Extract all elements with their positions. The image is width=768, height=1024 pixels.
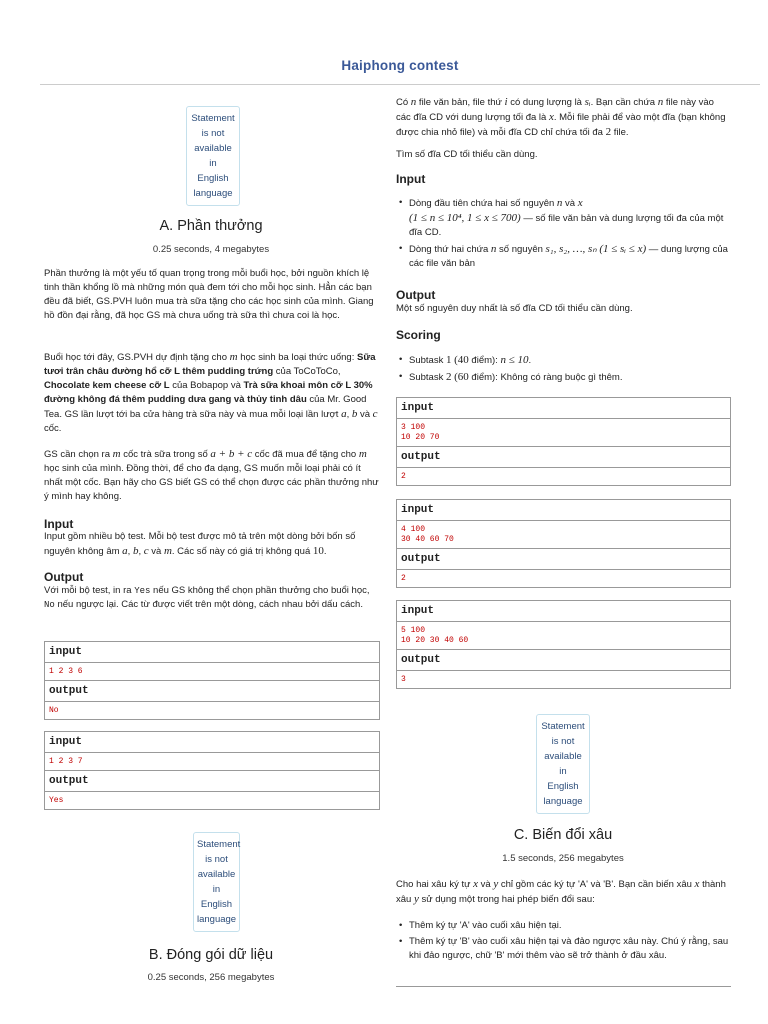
sample-test-a-2 (44, 731, 380, 810)
var-m: m (112, 448, 121, 460)
text: Cho hai xâu ký tự (396, 879, 474, 890)
problem-a-input-text: Input gồm nhiều bộ test. Mỗi bộ test được mô tả trên một dòng bởi bốn số nguyên không âm a, b, c và m. Các số này có giá trị không quá 10. (44, 531, 356, 557)
sample-input-label: input (397, 500, 730, 521)
statement-unavailable-notice-c (536, 714, 590, 814)
notice-line: available (544, 751, 582, 762)
sample-input-value[interactable]: 4 100 30 40 60 70 (397, 521, 730, 549)
points: (60 (454, 371, 469, 383)
text: Dòng thứ hai chứa (409, 244, 491, 255)
notice-line: available (194, 143, 232, 154)
problem-a-input-heading: Input (44, 517, 74, 531)
drink-1: Sữa tươi trân châu đường hổ cỡ L thêm pudding trứng (44, 352, 376, 377)
points: (40 (454, 354, 469, 366)
page-header (40, 56, 760, 76)
var-n: n (556, 197, 563, 209)
sample-output-label: output (45, 771, 379, 792)
text: file văn bản, file thứ (416, 97, 505, 108)
sample-output-label: output (397, 549, 730, 570)
var-si: sᵢ (584, 96, 591, 108)
notice-line: Statement (191, 113, 235, 124)
text: ): (492, 355, 501, 366)
header-divider (40, 84, 760, 85)
limit-value: 10 (312, 545, 324, 557)
constraint: (1 ≤ sᵢ ≤ x) (599, 243, 647, 255)
sample-test-b-2 (396, 499, 731, 588)
notice-line: is not (205, 854, 228, 865)
var-b: b (132, 545, 139, 557)
text: và (478, 879, 494, 890)
text: cốc đã mua để tặng cho (252, 449, 359, 460)
text: . Các số này có giá trị không quá (171, 546, 313, 557)
yes-token: Yes (134, 586, 151, 596)
constraint: (1 ≤ n ≤ 10⁴, 1 ≤ x ≤ 700) (409, 212, 521, 224)
sample-input-value[interactable]: 3 100 10 20 70 (397, 419, 730, 447)
contest-title[interactable]: Haiphong contest (341, 58, 459, 73)
text: điểm (468, 372, 493, 383)
notice-line: language (197, 914, 237, 925)
text: của Mr. Good Tea. GS lần lượt tới ba cửa hàng trà sữa này và mua mỗi loại lần lượt (44, 394, 367, 420)
problem-a-title: A. Phần thưởng (159, 218, 263, 234)
var-y: y (413, 893, 419, 905)
text: có dung lượng là (507, 97, 585, 108)
var-m: m (358, 448, 367, 460)
problem-b-task: Tìm số đĩa CD tối thiểu cần dùng. (396, 149, 538, 160)
problem-c-title: C. Biến đổi xâu (513, 827, 613, 843)
notice-line: is not (551, 736, 575, 747)
var-c: c (143, 545, 149, 557)
text: chỉ gồm các ký tự 'A' và 'B'. Bạn cần biến xâu (498, 879, 695, 890)
problem-a-output-heading: Output (44, 570, 84, 584)
text: Có (396, 97, 411, 108)
text: Buổi học tới đây, GS.PVH dự định tặng cho (44, 352, 230, 363)
notice-line: in (212, 884, 221, 895)
max-files: 2 (605, 126, 612, 138)
text: cốc. (44, 423, 62, 434)
sum-expression: a + b + c (210, 448, 253, 460)
text: Subtask (409, 355, 446, 366)
subtask-2 (396, 370, 731, 385)
drink-3: Trà sữa khoai môn cỡ L 30% đường không đá thêm pudding dưa gang và thủy tinh dâu (44, 380, 373, 405)
sample-output-label: output (45, 681, 379, 702)
input-line-1 (396, 196, 731, 240)
notice-line: available (197, 869, 236, 880)
text: của Bobapop và (169, 380, 244, 391)
var-a: a (341, 408, 347, 420)
text: ): Không có ràng buộc gì thêm. (492, 372, 623, 383)
problem-a-intro: Phần thưởng là một yếu tố quan trọng trong mỗi buổi học, bởi nguồn khích lệ tinh thần khổng lồ mà những món quà đem tới cho mỗi học sinh. Hẳn các bạn đều đã biết, GS.PVH luôn mua trà sữa tặng cho các học sinh của mình. Giang hồ đồn đại rằng, đã học GS mà chưa uống trà sữa thì chưa coi là học. (44, 268, 374, 321)
problem-b-scoring-list (396, 353, 731, 387)
statement-unavailable-notice-a (186, 106, 240, 206)
var-x: x (577, 197, 583, 209)
drink-2: Chocolate kem cheese cỡ L (44, 380, 170, 391)
operation-2: • Thêm ký tự 'B' vào cuối xâu hiện tại và đảo ngược xâu này. Chú ý rằng, sau khi đảo ngược, chữ 'B' mới thêm vào sẽ trở thành ở đầu xâu. (396, 935, 731, 963)
text: . Bạn cần chứa (590, 97, 658, 108)
no-token: No (44, 600, 55, 610)
condition: n ≤ 10 (500, 354, 529, 366)
problem-a-paragraph-3 (44, 447, 380, 504)
notice-line: language (193, 188, 233, 199)
problem-c-operations-list (396, 919, 731, 965)
text: file. (611, 127, 629, 138)
text: Subtask (409, 372, 446, 383)
notice-line: in (559, 766, 567, 777)
bottom-divider (396, 986, 731, 987)
notice-line: English (547, 781, 579, 792)
var-a: a (122, 545, 128, 557)
notice-line: Statement (197, 839, 241, 850)
var-x: x (548, 111, 554, 123)
sample-test-a-1 (44, 641, 380, 720)
sample-output-value[interactable]: Yes (49, 796, 64, 805)
input-line-2 (396, 242, 731, 271)
statement-unavailable-notice-b (193, 832, 240, 932)
var-x: x (473, 878, 479, 890)
sample-input-label: input (397, 398, 730, 419)
text: Với mỗi bộ test, in ra (44, 585, 135, 596)
text: . Mỗi file phải để vào một đĩa (bạn không được chia nhỏ file) và mỗi đĩa CD chỉ chứa tối đa (396, 112, 726, 138)
sample-output-label: output (397, 650, 730, 671)
sample-test-b-1 (396, 397, 731, 486)
text: Dòng đầu tiên chứa hai số nguyên (409, 198, 557, 209)
text: điểm (468, 355, 493, 366)
problem-a-limits: 0.25 seconds, 4 megabytes (152, 244, 270, 255)
problem-b-title: B. Đóng gói dữ liệu (148, 947, 274, 963)
problem-c-limits: 1.5 seconds, 256 megabytes (502, 853, 624, 864)
problem-b-limits: 0.25 seconds, 256 megabytes (147, 972, 275, 983)
sample-input-value[interactable]: 5 100 10 20 30 40 60 (397, 622, 730, 650)
var-m: m (229, 351, 238, 363)
subtask-1 (396, 353, 731, 368)
sample-output-value[interactable]: 3 (401, 675, 406, 684)
text: và (148, 546, 164, 557)
notice-line: is not (201, 128, 225, 139)
var-y: y (493, 878, 499, 890)
sequence: s₁, s₂, …, sₙ (545, 243, 597, 255)
text: số nguyên (496, 244, 546, 255)
notice-line: English (200, 899, 233, 910)
text: nếu GS không thể chọn phần thưởng cho buổi học, (150, 585, 370, 596)
sample-test-b-3 (396, 600, 731, 689)
sample-input-value[interactable]: 1 2 3 6 (45, 663, 379, 681)
text: — dung lượng của các file văn bản (409, 244, 728, 269)
operation-1: • Thêm ký tự 'A' vào cuối xâu hiện tại. (396, 919, 731, 933)
problem-b-input-heading: Input (396, 172, 426, 186)
text: của ToCoToCo, (273, 366, 341, 377)
sample-output-value[interactable]: 2 (401, 472, 406, 481)
sample-input-label: input (45, 732, 379, 753)
text: cốc trà sữa trong số (120, 449, 211, 460)
notice-line: Statement (541, 721, 585, 732)
text: GS cần chọn ra (44, 449, 113, 460)
var-n: n (657, 96, 664, 108)
text: file này vào các đĩa CD với dung lượng tối đa là (396, 97, 714, 123)
sample-input-value[interactable]: 1 2 3 7 (45, 753, 379, 771)
var-n: n (490, 243, 497, 255)
text: thành xâu (396, 879, 726, 905)
text: và (562, 198, 578, 209)
text: Input gồm nhiều bộ test. Mỗi bộ test được mô tả trên một dòng bởi bốn số nguyên không âm (44, 531, 356, 557)
var-m: m (163, 545, 172, 557)
sample-input-label: input (45, 642, 379, 663)
problem-a-paragraph-2: Buổi học tới đây, GS.PVH dự định tặng cho m học sinh ba loại thức uống: Sữa tươi trân châu đường hổ cỡ L thêm pudding trứng của ToCoToCo, Chocolate kem cheese cỡ L của Bobapop và Trà sữa khoai môn cỡ L 30% đường không đá thêm pudding dưa gang và thủy tinh dâu của Mr. Good Tea. GS lần lượt tới ba cửa hàng trà sữa này và mua mỗi loại lần lượt a, b và c cốc. (44, 351, 378, 434)
problem-b-intro (396, 95, 731, 140)
text: . (528, 355, 532, 366)
var-n: n (410, 96, 417, 108)
problem-b-input-list (396, 196, 731, 273)
subtask-number: 1 (445, 354, 452, 366)
subtask-number: 2 (445, 371, 452, 383)
notice-line: language (543, 796, 583, 807)
notice-line: English (197, 173, 229, 184)
text: học sinh của mình. Đồng thời, để cho đa dạng, GS muốn mỗi loại phải có ít nhất một cốc. Bạn hãy cho GS biết GS có thể chọn được các phần thưởng như ý mình hay không. (44, 463, 379, 502)
problem-b-scoring-heading: Scoring (396, 328, 441, 342)
text: nếu ngược lại. Các từ được viết trên một dòng, cách nhau bởi dấu cách. (54, 599, 363, 610)
text: — số file văn bản và dung lượng tối đa của một đĩa CD. (409, 213, 724, 238)
problem-b-output-text: Một số nguyên duy nhất là số đĩa CD tối thiểu cần dùng. (396, 303, 633, 314)
var-x: x (694, 878, 700, 890)
sample-output-value[interactable]: No (49, 706, 59, 715)
sample-output-label: output (397, 447, 730, 468)
var-b: b (351, 408, 358, 420)
problem-a-output-text (44, 584, 380, 612)
var-i: i (504, 96, 508, 108)
var-c: c (372, 408, 378, 420)
text: học sinh ba loại thức uống: (237, 352, 357, 363)
problem-c-intro (396, 877, 731, 907)
sample-output-value[interactable]: 2 (401, 574, 406, 583)
text: sử dụng một trong hai phép biến đổi sau: (418, 894, 595, 905)
sample-input-label: input (397, 601, 730, 622)
problem-b-output-heading: Output (396, 288, 436, 302)
notice-line: in (209, 158, 217, 169)
